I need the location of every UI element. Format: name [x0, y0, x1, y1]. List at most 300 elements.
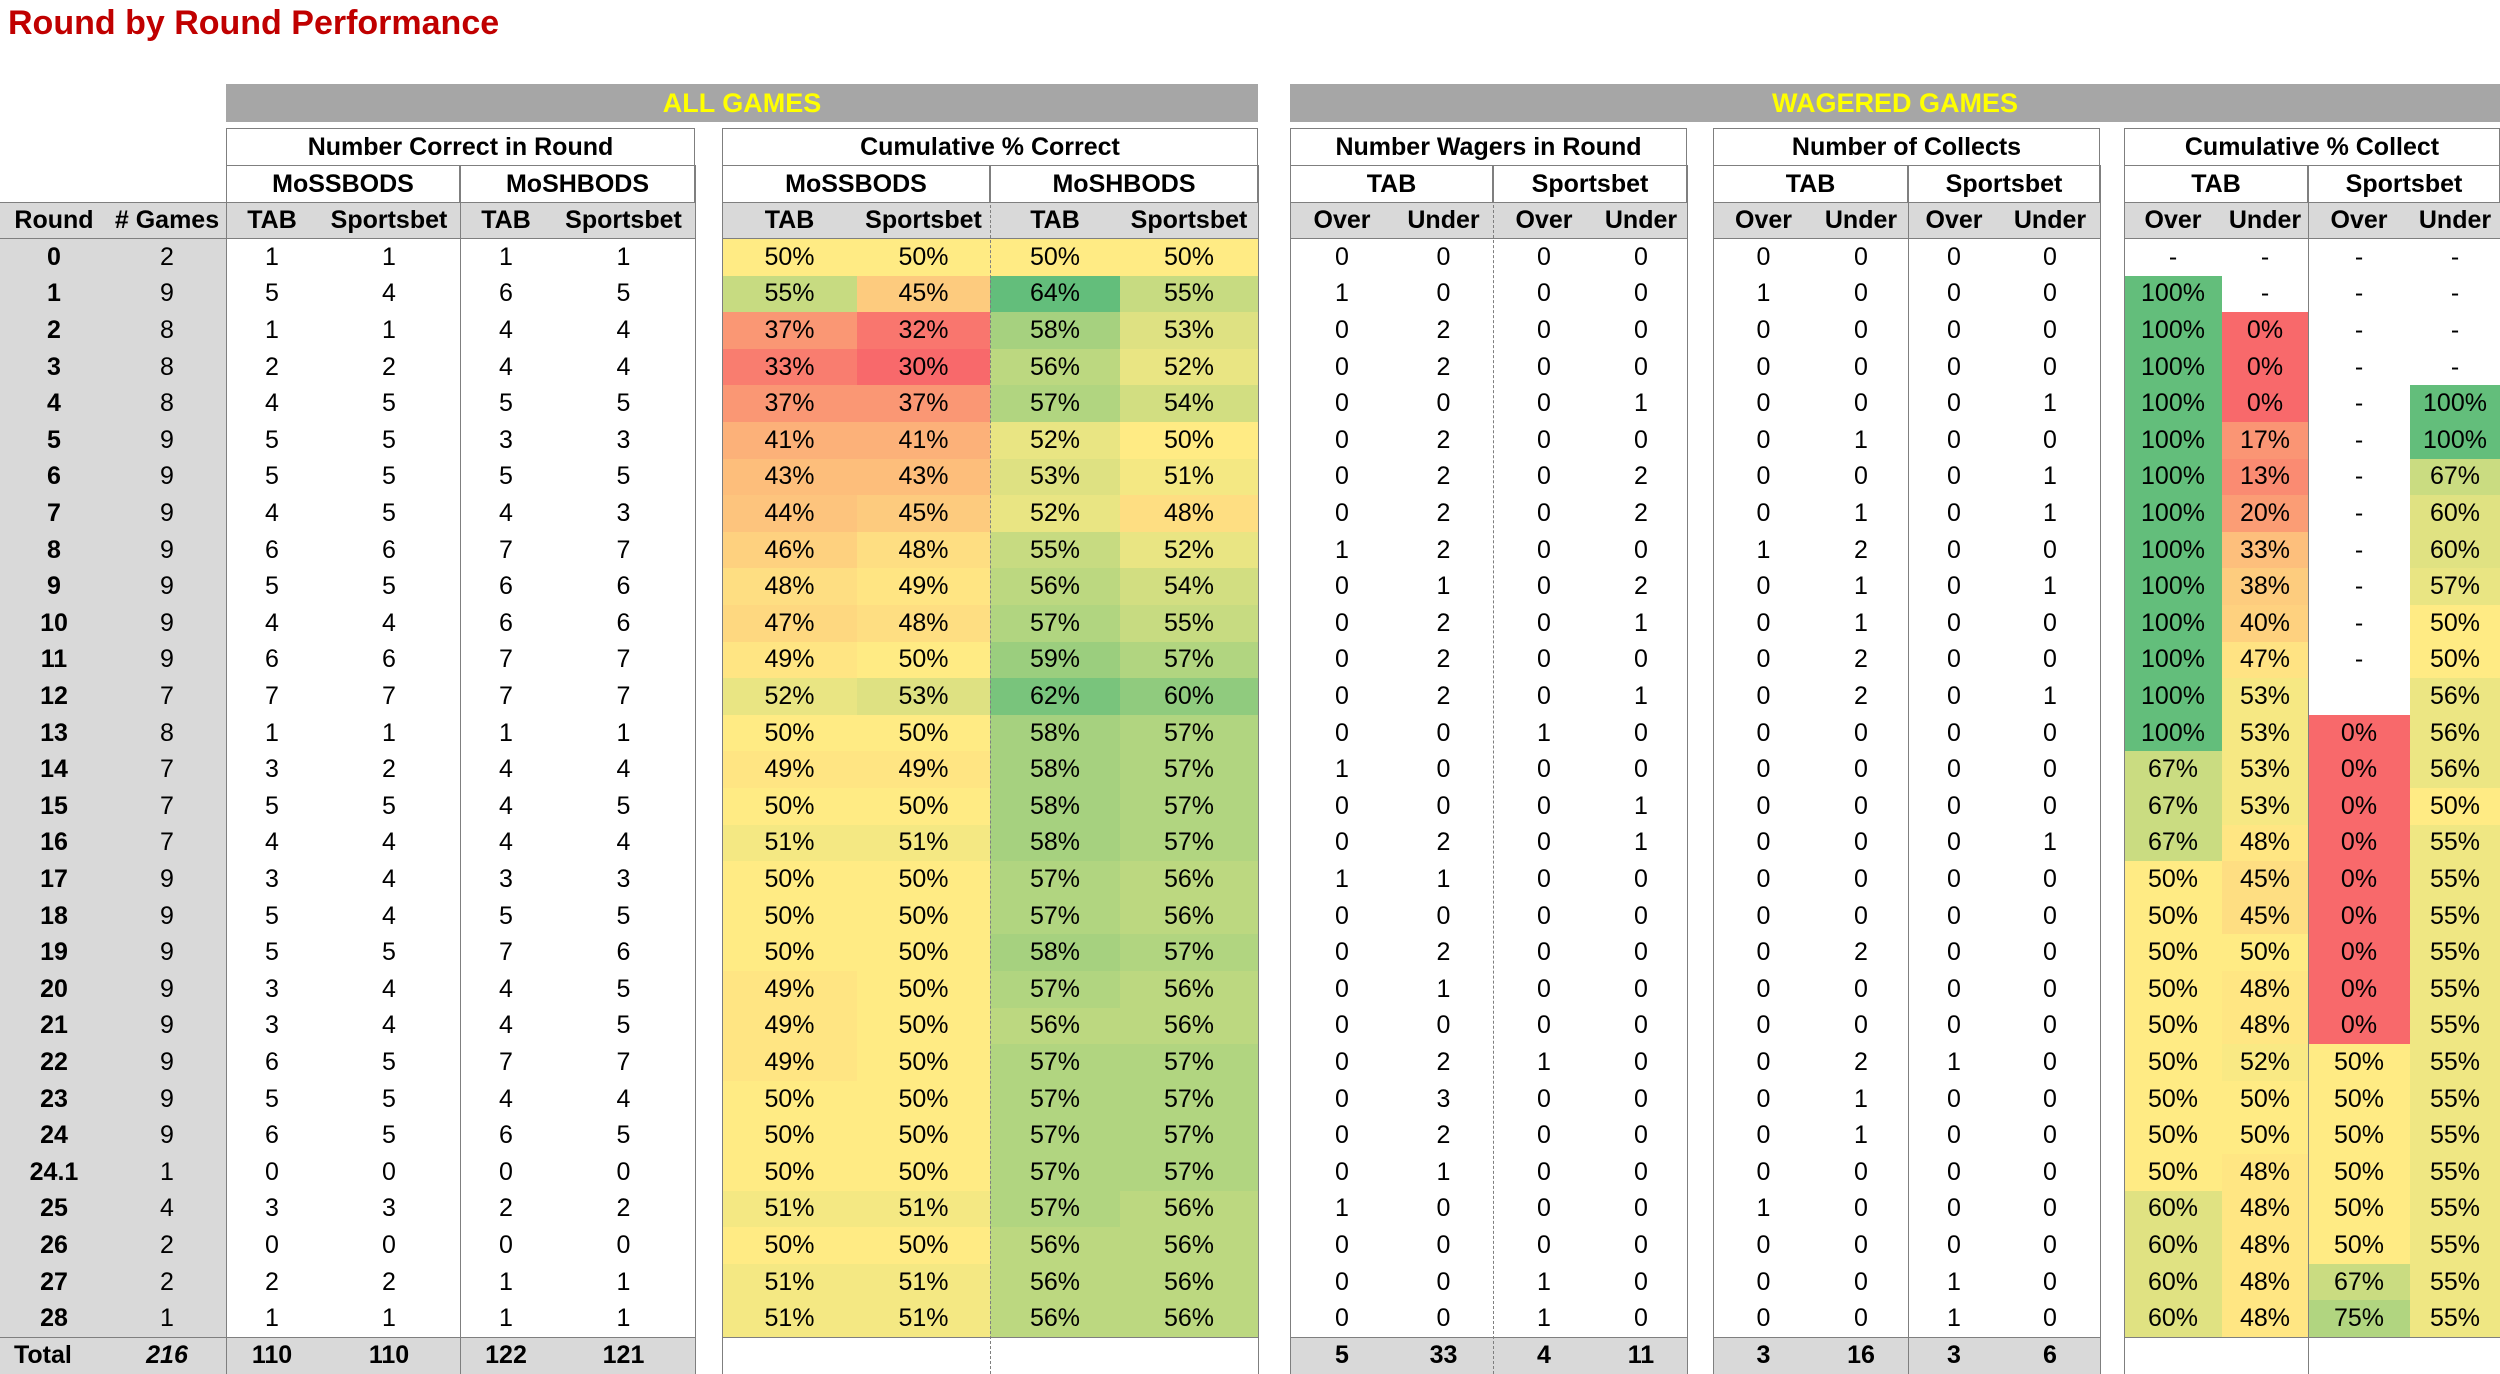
table-cell: 0 — [1335, 1304, 1349, 1333]
column-header: TAB — [1030, 206, 1080, 234]
table-cell: 0 — [1335, 315, 1349, 344]
table-cell: 100% — [2124, 349, 2222, 386]
table-cell: 2 — [1854, 681, 1868, 710]
table-cell: 0 — [1634, 535, 1648, 564]
table-cell: 0 — [1436, 755, 1451, 784]
table-cell: 50% — [722, 1227, 857, 1264]
table-cell: - — [2354, 279, 2364, 308]
table-cell: 33% — [2222, 532, 2308, 569]
table-cell: 100% — [2124, 459, 2222, 496]
table-cell: 6 — [265, 535, 279, 564]
table-cell: 0 — [1537, 425, 1551, 454]
table-cell: 0 — [2043, 645, 2057, 674]
table-cell: 0 — [1756, 791, 1771, 820]
table-cell: 57% — [1120, 1081, 1258, 1118]
table-cell: 50% — [857, 934, 990, 971]
table-cell: 49% — [722, 1008, 857, 1045]
table-cell: 0 — [1335, 791, 1349, 820]
table-cell: 0 — [1537, 389, 1551, 418]
table-cell: 0 — [1947, 974, 1961, 1003]
round-label: 16 — [0, 825, 108, 862]
table-cell: 100% — [2124, 678, 2222, 715]
wagered-games-banner: WAGERED GAMES — [1290, 84, 2500, 122]
table-cell: - — [2354, 315, 2364, 344]
table-cell: 0 — [1756, 425, 1771, 454]
column-header: Over — [1925, 206, 1983, 234]
table-cell: 41% — [857, 422, 990, 459]
table-cell: 7 — [499, 645, 513, 674]
table-cell: - — [2354, 462, 2364, 491]
table-cell: 0 — [1756, 462, 1771, 491]
table-cell: 50% — [2124, 1081, 2222, 1118]
table-cell: 6 — [499, 279, 513, 308]
table-cell: 0 — [2043, 1157, 2057, 1186]
table-cell: 50% — [722, 1117, 857, 1154]
table-cell: 51% — [722, 1264, 857, 1301]
table-cell: 56% — [990, 1264, 1120, 1301]
table-cell: 0 — [2043, 1011, 2057, 1040]
table-cell: 4 — [382, 974, 396, 1003]
table-cell: 0 — [1947, 608, 1961, 637]
table-cell: 0 — [1335, 1157, 1349, 1186]
column-header: Over — [1515, 206, 1573, 234]
table-cell: 0 — [1756, 572, 1771, 601]
table-cell: 4 — [265, 608, 279, 637]
table-cell: 4 — [499, 1011, 513, 1040]
table-cell: 0 — [1537, 608, 1551, 637]
table-cell: 67% — [2308, 1264, 2410, 1301]
table-cell: 50% — [857, 1117, 990, 1154]
table-cell: 0 — [1634, 1194, 1648, 1223]
table-cell: 9 — [108, 276, 226, 313]
round-label: 0 — [0, 239, 108, 276]
table-cell: 4 — [499, 828, 513, 857]
table-cell: 55% — [2410, 898, 2500, 935]
table-cell: 5 — [382, 572, 396, 601]
table-cell: 0 — [1335, 572, 1349, 601]
table-cell: 33% — [722, 349, 857, 386]
table-cell: 0 — [1634, 1157, 1648, 1186]
table-cell: 0 — [1947, 828, 1961, 857]
table-cell: 5 — [499, 462, 513, 491]
table-cell: 2 — [1854, 535, 1868, 564]
table-cell: 5 — [382, 1047, 396, 1076]
table-cell: 52% — [1120, 532, 1258, 569]
table-cell: 53% — [990, 459, 1120, 496]
table-cell: 50% — [2222, 1081, 2308, 1118]
table-cell: 0 — [1947, 242, 1961, 271]
table-cell: 4 — [616, 315, 631, 344]
table-cell: 50% — [722, 898, 857, 935]
table-cell: 57% — [1120, 715, 1258, 752]
table-cell: 4 — [382, 608, 396, 637]
table-cell: 0 — [2043, 791, 2057, 820]
table-cell: 0 — [1335, 1084, 1349, 1113]
table-cell: 56% — [1120, 1300, 1258, 1337]
table-cell: 0 — [1756, 1121, 1771, 1150]
table-cell: 0 — [1335, 681, 1349, 710]
table-cell: 57% — [990, 385, 1120, 422]
table-cell: 6 — [382, 645, 396, 674]
total-cell: 3 — [1908, 1337, 2000, 1374]
group-header: Number of Collects — [1713, 128, 2100, 165]
table-cell: 0 — [616, 1230, 631, 1259]
table-cell: 0 — [1756, 1047, 1771, 1076]
table-cell: 56% — [1120, 971, 1258, 1008]
table-cell: 56% — [2410, 678, 2500, 715]
table-cell: 6 — [616, 572, 631, 601]
table-cell: 0 — [265, 1230, 279, 1259]
table-cell: 5 — [265, 279, 279, 308]
table-cell: 50% — [722, 1154, 857, 1191]
table-cell: 51% — [722, 1300, 857, 1337]
table-cell: 0 — [1537, 279, 1551, 308]
table-cell: 1 — [1537, 1267, 1551, 1296]
column-header: Sportsbet — [330, 206, 448, 234]
table-cell: 0 — [1634, 425, 1648, 454]
table-cell: 5 — [616, 974, 631, 1003]
table-cell: 0 — [1756, 1304, 1771, 1333]
total-cell: 122 — [460, 1337, 552, 1374]
table-cell: 0 — [1756, 498, 1771, 527]
table-cell: 56% — [1120, 1008, 1258, 1045]
table-cell: 0 — [1756, 1011, 1771, 1040]
table-cell: 57% — [2410, 568, 2500, 605]
table-cell: 2 — [108, 1227, 226, 1264]
grid-line — [0, 1337, 695, 1338]
table-cell: - — [2450, 279, 2460, 308]
table-cell: 0 — [1854, 718, 1868, 747]
column-header: Over — [2144, 206, 2202, 234]
table-cell: 100% — [2124, 568, 2222, 605]
table-cell: 1 — [1436, 572, 1451, 601]
table-cell: 2 — [1436, 681, 1451, 710]
table-cell: 0 — [1537, 864, 1551, 893]
table-cell: 0 — [1854, 1157, 1868, 1186]
table-cell: 4 — [499, 755, 513, 784]
table-cell: 0 — [1947, 1157, 1961, 1186]
table-cell: 9 — [108, 568, 226, 605]
table-cell: 50% — [722, 861, 857, 898]
table-cell: 7 — [616, 645, 631, 674]
table-cell: 0 — [1634, 1230, 1648, 1259]
table-cell: 58% — [990, 715, 1120, 752]
table-cell: 0 — [1436, 1194, 1451, 1223]
round-label: 2 — [0, 312, 108, 349]
table-cell: 60% — [2410, 532, 2500, 569]
round-label: 18 — [0, 898, 108, 935]
table-cell: 7 — [499, 1047, 513, 1076]
table-cell: 51% — [1120, 459, 1258, 496]
table-cell: 0 — [1947, 498, 1961, 527]
table-cell: 0 — [1634, 1304, 1648, 1333]
table-cell: 0 — [1537, 1121, 1551, 1150]
table-cell: 0 — [1537, 645, 1551, 674]
table-cell: 50% — [857, 898, 990, 935]
table-cell: 45% — [2222, 898, 2308, 935]
table-cell: 0 — [1537, 974, 1551, 1003]
table-cell: 1 — [1335, 1194, 1349, 1223]
table-cell: 7 — [616, 535, 631, 564]
table-cell: 1 — [1537, 1047, 1551, 1076]
table-cell: - — [2168, 242, 2178, 271]
table-cell: 7 — [616, 1047, 631, 1076]
table-cell: 51% — [722, 1191, 857, 1228]
table-cell: 56% — [1120, 861, 1258, 898]
table-cell: 57% — [990, 1044, 1120, 1081]
column-header: Under — [2013, 206, 2087, 234]
table-cell: 0 — [1436, 1267, 1451, 1296]
table-cell: 2 — [1436, 608, 1451, 637]
table-cell: 1 — [1537, 1304, 1551, 1333]
table-cell: 1 — [382, 242, 396, 271]
table-cell: 6 — [499, 608, 513, 637]
table-cell: 64% — [990, 276, 1120, 313]
table-cell: 9 — [108, 1081, 226, 1118]
table-cell: 56% — [2410, 751, 2500, 788]
table-cell: 55% — [2410, 1008, 2500, 1045]
table-cell: 0 — [1634, 1121, 1648, 1150]
total-cell: 3 — [1713, 1337, 1814, 1374]
round-label: 5 — [0, 422, 108, 459]
table-cell: 50% — [857, 1044, 990, 1081]
table-cell: 1 — [1854, 498, 1868, 527]
table-cell: 1 — [1634, 608, 1648, 637]
total-cell: 110 — [226, 1337, 318, 1374]
table-cell: 0 — [1634, 1011, 1648, 1040]
table-cell: 0 — [1756, 681, 1771, 710]
table-cell: 50% — [857, 971, 990, 1008]
table-cell: 0 — [1756, 389, 1771, 418]
grid-line — [1687, 165, 1688, 1374]
table-cell: 0 — [2043, 1084, 2057, 1113]
table-cell: 0 — [1537, 1230, 1551, 1259]
table-cell: 2 — [1436, 425, 1451, 454]
table-cell: 0 — [1537, 498, 1551, 527]
round-label: 14 — [0, 751, 108, 788]
table-cell: 0 — [1947, 389, 1961, 418]
table-cell: 58% — [990, 788, 1120, 825]
table-cell: 50% — [2124, 861, 2222, 898]
table-cell: - — [2450, 315, 2460, 344]
table-cell: 1 — [1854, 1084, 1868, 1113]
table-cell: 57% — [1120, 751, 1258, 788]
table-cell: 0 — [1335, 901, 1349, 930]
table-cell: 55% — [2410, 1081, 2500, 1118]
table-cell: 44% — [722, 495, 857, 532]
table-cell: 0 — [382, 1157, 396, 1186]
table-cell: 0 — [1335, 352, 1349, 381]
table-cell: 1 — [499, 1267, 513, 1296]
table-cell: 0% — [2308, 971, 2410, 1008]
table-cell: 0 — [1947, 279, 1961, 308]
table-cell: 50% — [2308, 1044, 2410, 1081]
table-cell: 4 — [382, 1011, 396, 1040]
table-cell: 1 — [1854, 608, 1868, 637]
table-cell: 1 — [1947, 1047, 1961, 1076]
column-header: TAB — [764, 206, 815, 234]
total-label: Total — [0, 1337, 108, 1374]
table-cell: 1 — [2043, 828, 2057, 857]
table-cell: 5 — [265, 901, 279, 930]
table-cell: 5 — [382, 1121, 396, 1150]
round-label: 28 — [0, 1300, 108, 1337]
subgroup-header: MoSHBODS — [990, 165, 1258, 202]
all-games-banner: ALL GAMES — [226, 84, 1258, 122]
table-cell: 37% — [857, 385, 990, 422]
table-cell: 0 — [1436, 1011, 1451, 1040]
table-cell: 0 — [1335, 425, 1349, 454]
table-cell: 49% — [722, 1044, 857, 1081]
column-header: Under — [1824, 206, 1898, 234]
round-label: 6 — [0, 459, 108, 496]
total-cell: 33 — [1394, 1337, 1493, 1374]
grid-line — [2124, 1337, 2500, 1338]
table-cell: 0 — [1436, 901, 1451, 930]
round-label: 22 — [0, 1044, 108, 1081]
table-cell: 50% — [722, 239, 857, 276]
table-cell: 0 — [2043, 1267, 2057, 1296]
table-cell: 1 — [1854, 1121, 1868, 1150]
table-cell: 2 — [1436, 315, 1451, 344]
column-header: Under — [2418, 206, 2492, 234]
column-header: Under — [1407, 206, 1480, 234]
table-cell: 8 — [108, 715, 226, 752]
table-cell: - — [2450, 242, 2460, 271]
table-cell: 60% — [2124, 1227, 2222, 1264]
page-title: Round by Round Performance — [8, 4, 500, 42]
table-cell: 1 — [2043, 681, 2057, 710]
table-cell: 0 — [1634, 718, 1648, 747]
table-cell: 0 — [1436, 279, 1451, 308]
table-cell: 0 — [1634, 279, 1648, 308]
table-cell: 50% — [857, 1154, 990, 1191]
table-cell: 1 — [1854, 572, 1868, 601]
column-header: TAB — [481, 206, 531, 234]
table-cell: 58% — [990, 934, 1120, 971]
table-cell: 1 — [108, 1300, 226, 1337]
table-cell: 0 — [1335, 498, 1349, 527]
round-label: 23 — [0, 1081, 108, 1118]
table-cell: 1 — [1436, 974, 1451, 1003]
table-cell: 62% — [990, 678, 1120, 715]
table-cell: 1 — [2043, 462, 2057, 491]
subgroup-header: Sportsbet — [2308, 165, 2500, 202]
table-cell: 0 — [1537, 791, 1551, 820]
table-cell: 5 — [265, 572, 279, 601]
table-cell: 9 — [108, 495, 226, 532]
table-cell: 1 — [2043, 498, 2057, 527]
round-label: 12 — [0, 678, 108, 715]
table-cell: 55% — [2410, 971, 2500, 1008]
table-cell: 58% — [990, 312, 1120, 349]
table-cell: 5 — [265, 938, 279, 967]
table-cell: 4 — [382, 901, 396, 930]
table-cell: 2 — [1634, 462, 1648, 491]
table-cell: 51% — [857, 825, 990, 862]
table-cell: 0 — [1854, 828, 1868, 857]
table-cell: 0 — [1634, 755, 1648, 784]
total-cell: 5 — [1290, 1337, 1394, 1374]
round-label: 11 — [0, 642, 108, 679]
table-cell: 6 — [265, 1121, 279, 1150]
table-cell: 0 — [1756, 828, 1771, 857]
table-cell: 49% — [722, 751, 857, 788]
table-cell: 5 — [382, 1084, 396, 1113]
table-cell: 0 — [2043, 242, 2057, 271]
table-cell: 0 — [1335, 608, 1349, 637]
table-cell: 50% — [857, 788, 990, 825]
group-header: Number Wagers in Round — [1290, 128, 1687, 165]
table-cell: 1 — [2043, 389, 2057, 418]
table-cell: 55% — [2410, 934, 2500, 971]
table-cell: 0 — [1335, 718, 1349, 747]
table-cell: 0 — [499, 1157, 513, 1186]
table-cell: 20% — [2222, 495, 2308, 532]
table-cell: 9 — [108, 642, 226, 679]
table-cell: 7 — [499, 535, 513, 564]
column-header: Sportsbet — [565, 206, 682, 234]
table-cell: 2 — [1854, 645, 1868, 674]
table-cell: 56% — [990, 1008, 1120, 1045]
table-cell: 0 — [2043, 1194, 2057, 1223]
table-cell: 48% — [2222, 1227, 2308, 1264]
table-cell: 0 — [2043, 901, 2057, 930]
table-cell: 1 — [1436, 864, 1451, 893]
table-cell: 56% — [990, 1227, 1120, 1264]
table-cell: 55% — [2410, 1044, 2500, 1081]
table-cell: 0 — [1756, 974, 1771, 1003]
grid-line — [695, 165, 696, 1374]
grid-line — [2308, 165, 2309, 1374]
table-cell: 53% — [2222, 751, 2308, 788]
table-cell: - — [2354, 535, 2364, 564]
table-cell: 5 — [382, 498, 396, 527]
table-cell: 0 — [1854, 791, 1868, 820]
table-cell: 49% — [722, 642, 857, 679]
table-cell: 0 — [1335, 1230, 1349, 1259]
table-cell: 0 — [1634, 645, 1648, 674]
column-header: Sportsbet — [865, 206, 982, 234]
table-cell: 1 — [2043, 572, 2057, 601]
table-cell: 0 — [499, 1230, 513, 1259]
total-cell: 216 — [108, 1337, 226, 1374]
table-cell: 0 — [1947, 718, 1961, 747]
table-cell: 0 — [2043, 425, 2057, 454]
table-cell: 0 — [1634, 315, 1648, 344]
table-cell: 5 — [382, 791, 396, 820]
table-cell: 0 — [1537, 1084, 1551, 1113]
table-cell: 1 — [1947, 1267, 1961, 1296]
table-cell: 1 — [1537, 718, 1551, 747]
table-cell: 5 — [616, 389, 631, 418]
table-cell: 0 — [1335, 1121, 1349, 1150]
table-cell: 57% — [1120, 1044, 1258, 1081]
table-cell: 4 — [616, 755, 631, 784]
table-cell: 0 — [1854, 462, 1868, 491]
table-cell: - — [2354, 498, 2364, 527]
table-cell: 0 — [1756, 864, 1771, 893]
table-cell: 50% — [2410, 642, 2500, 679]
table-cell: 0 — [2043, 279, 2057, 308]
table-cell: 100% — [2410, 422, 2500, 459]
grid-line — [226, 165, 227, 1374]
table-cell: 53% — [857, 678, 990, 715]
table-cell: 4 — [499, 791, 513, 820]
table-cell: 55% — [2410, 1154, 2500, 1191]
table-cell: 0 — [2043, 974, 2057, 1003]
grid-line — [722, 165, 723, 1374]
